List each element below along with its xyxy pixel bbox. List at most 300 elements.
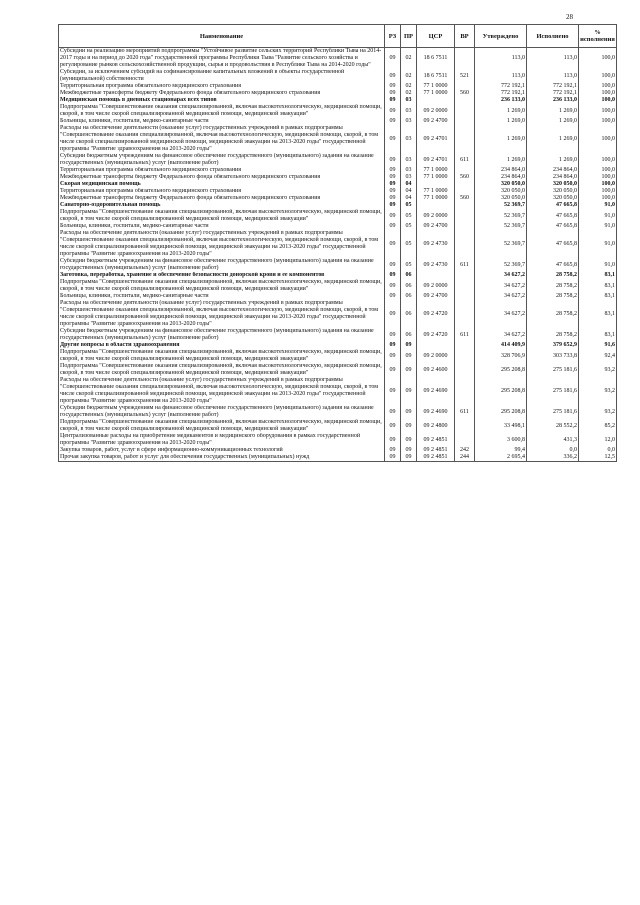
row-pr-cell: 03 [401, 153, 417, 167]
row-executed-cell: 113,0 [527, 69, 579, 83]
row-approved-cell: 3 600,8 [475, 433, 527, 447]
row-approved-cell: 113,0 [475, 48, 527, 70]
row-approved-cell: 295 208,8 [475, 377, 527, 405]
row-rz-cell: 09 [385, 230, 401, 258]
row-vr-cell [455, 300, 475, 328]
row-name-cell: Расходы на обеспечение деятельности (оказание услуг) государственных учреждений в рамках подпрограммы "Совершенствование оказания специализированной, включая высокотехнологическую, медицинской помощи, скорой, в том числе скорой специализированной медицинской помощи, медицинской эвакуации на 2013-2020 годы" государственной программы "Развитие здравоохранения на 2013-2020 годы" [59, 230, 385, 258]
row-executed-cell: 47 665,8 [527, 223, 579, 230]
row-vr-cell [455, 202, 475, 209]
row-csr-cell [417, 202, 455, 209]
row-executed-cell: 275 181,6 [527, 377, 579, 405]
row-percent-cell: 91,6 [579, 342, 617, 349]
row-name-cell: Территориальная программа обязательного медицинского страхования [59, 167, 385, 174]
row-executed-cell: 28 758,2 [527, 272, 579, 279]
row-percent-cell: 100,0 [579, 174, 617, 181]
row-vr-cell [455, 230, 475, 258]
row-approved-cell: 52 369,7 [475, 202, 527, 209]
row-pr-cell: 05 [401, 202, 417, 209]
table-row [59, 104, 617, 118]
table-row [59, 118, 617, 125]
row-pr-cell: 04 [401, 181, 417, 188]
table-row [59, 202, 617, 209]
row-vr-cell [455, 181, 475, 188]
row-csr-cell: 09 2 4700 [417, 293, 455, 300]
row-pr-cell: 03 [401, 104, 417, 118]
table-row [59, 69, 617, 83]
table-row [59, 223, 617, 230]
row-percent-cell: 93,2 [579, 363, 617, 377]
row-name-cell: Подпрограмма "Совершенствование оказания специализированной, включая высокотехнологическую, медицинской помощи, скорой, в том числе скорой специализированной медицинской помощи, медицинской эвакуации" [59, 363, 385, 377]
row-approved-cell: 34 627,2 [475, 293, 527, 300]
row-approved-cell: 52 369,7 [475, 209, 527, 223]
row-rz-cell: 09 [385, 454, 401, 462]
row-name-cell: Санаторно-оздоровительная помощь [59, 202, 385, 209]
table-row [59, 83, 617, 90]
row-vr-cell [455, 209, 475, 223]
row-executed-cell: 234 864,0 [527, 174, 579, 181]
row-executed-cell: 303 733,8 [527, 349, 579, 363]
row-percent-cell: 92,4 [579, 349, 617, 363]
row-pr-cell: 09 [401, 433, 417, 447]
row-name-cell: Расходы на обеспечение деятельности (оказание услуг) государственных учреждений в рамках подпрограммы "Совершенствование оказания специализированной, включая высокотехнологическую, медицинской помощи, скорой, в том числе скорой специализированной медицинской помощи, медицинской эвакуации на 2013-2020 годы" государственной программы "Развитие здравоохранения на 2013-2020 годы" [59, 125, 385, 153]
row-percent-cell: 83,1 [579, 293, 617, 300]
row-pr-cell: 03 [401, 167, 417, 174]
row-vr-cell [455, 48, 475, 70]
row-percent-cell: 83,1 [579, 328, 617, 342]
row-pr-cell: 09 [401, 447, 417, 454]
row-percent-cell: 100,0 [579, 125, 617, 153]
row-csr-cell: 09 2 0000 [417, 349, 455, 363]
row-name-cell: Централизованные расходы на приобретение медикаментов и медицинского оборудования в рамках государственной программы "Развитие здравоохранения на 2013-2020 годы" [59, 433, 385, 447]
row-executed-cell: 47 665,8 [527, 258, 579, 272]
row-percent-cell: 0,0 [579, 447, 617, 454]
row-pr-cell: 05 [401, 230, 417, 258]
row-approved-cell: 52 369,7 [475, 223, 527, 230]
row-csr-cell: 09 2 0000 [417, 209, 455, 223]
row-executed-cell: 47 665,8 [527, 230, 579, 258]
table-row [59, 447, 617, 454]
row-name-cell: Территориальная программа обязательного медицинского страхования [59, 83, 385, 90]
row-percent-cell: 91,0 [579, 230, 617, 258]
row-pr-cell: 09 [401, 377, 417, 405]
row-approved-cell: 772 192,1 [475, 90, 527, 97]
row-csr-cell: 18 6 7511 [417, 69, 455, 83]
row-pr-cell: 09 [401, 405, 417, 419]
row-approved-cell: 320 050,0 [475, 195, 527, 202]
row-rz-cell: 09 [385, 258, 401, 272]
row-csr-cell: 09 2 0000 [417, 279, 455, 293]
row-approved-cell: 52 369,7 [475, 258, 527, 272]
row-csr-cell: 77 1 0000 [417, 174, 455, 181]
header-csr: ЦСР [417, 25, 455, 48]
row-csr-cell: 09 2 4700 [417, 223, 455, 230]
row-percent-cell: 100,0 [579, 195, 617, 202]
row-vr-cell: 611 [455, 153, 475, 167]
row-vr-cell: 560 [455, 195, 475, 202]
table-row [59, 279, 617, 293]
header-vr: ВР [455, 25, 475, 48]
row-pr-cell: 06 [401, 293, 417, 300]
table-row [59, 258, 617, 272]
row-pr-cell: 09 [401, 349, 417, 363]
row-approved-cell: 34 627,2 [475, 328, 527, 342]
row-approved-cell: 52 369,7 [475, 230, 527, 258]
row-executed-cell: 772 192,1 [527, 90, 579, 97]
table-row [59, 195, 617, 202]
row-rz-cell: 09 [385, 419, 401, 433]
row-pr-cell: 06 [401, 279, 417, 293]
row-approved-cell: 2 695,4 [475, 454, 527, 462]
row-percent-cell: 100,0 [579, 48, 617, 70]
row-percent-cell: 100,0 [579, 118, 617, 125]
table-row [59, 174, 617, 181]
row-approved-cell: 1 269,0 [475, 153, 527, 167]
row-csr-cell: 77 1 0000 [417, 195, 455, 202]
table-row [59, 48, 617, 70]
table-row [59, 272, 617, 279]
row-vr-cell [455, 419, 475, 433]
row-percent-cell: 100,0 [579, 90, 617, 97]
row-approved-cell: 34 627,2 [475, 272, 527, 279]
table-row [59, 90, 617, 97]
row-pr-cell: 06 [401, 328, 417, 342]
row-pr-cell: 06 [401, 272, 417, 279]
row-name-cell: Территориальная программа обязательного медицинского страхования [59, 188, 385, 195]
row-executed-cell: 47 665,8 [527, 202, 579, 209]
table-row [59, 188, 617, 195]
row-percent-cell: 100,0 [579, 97, 617, 104]
row-csr-cell: 77 1 0000 [417, 90, 455, 97]
row-csr-cell: 09 2 4720 [417, 328, 455, 342]
row-name-cell: Прочая закупка товаров, работ и услуг для обеспечения государственных (муниципальных) нужд [59, 454, 385, 462]
row-csr-cell: 09 2 4690 [417, 377, 455, 405]
row-csr-cell [417, 272, 455, 279]
table-row [59, 349, 617, 363]
row-pr-cell: 05 [401, 223, 417, 230]
row-pr-cell: 09 [401, 454, 417, 462]
row-percent-cell: 12,0 [579, 433, 617, 447]
row-vr-cell [455, 97, 475, 104]
row-vr-cell [455, 118, 475, 125]
row-csr-cell: 09 2 4720 [417, 300, 455, 328]
table-row [59, 97, 617, 104]
row-approved-cell: 328 706,9 [475, 349, 527, 363]
row-name-cell: Подпрограмма "Совершенствование оказания специализированной, включая высокотехнологическую, медицинской помощи, скорой, в том числе скорой специализированной медицинской помощи, медицинской эвакуации" [59, 279, 385, 293]
table-row [59, 167, 617, 174]
row-rz-cell: 09 [385, 279, 401, 293]
row-csr-cell: 09 2 4730 [417, 258, 455, 272]
row-vr-cell [455, 363, 475, 377]
row-name-cell: Больницы, клиники, госпитали, медико-санитарные части [59, 118, 385, 125]
row-name-cell: Больницы, клиники, госпитали, медико-санитарные части [59, 293, 385, 300]
table-row [59, 293, 617, 300]
row-approved-cell: 1 269,0 [475, 118, 527, 125]
row-approved-cell: 414 409,9 [475, 342, 527, 349]
row-csr-cell: 09 2 4800 [417, 419, 455, 433]
row-vr-cell [455, 377, 475, 405]
row-executed-cell: 0,0 [527, 447, 579, 454]
table-row [59, 405, 617, 419]
row-approved-cell: 320 050,0 [475, 188, 527, 195]
row-approved-cell: 320 050,0 [475, 181, 527, 188]
table-row [59, 181, 617, 188]
row-executed-cell: 28 758,2 [527, 293, 579, 300]
row-approved-cell: 236 133,0 [475, 97, 527, 104]
row-executed-cell: 1 269,0 [527, 125, 579, 153]
row-percent-cell: 100,0 [579, 69, 617, 83]
row-approved-cell: 113,0 [475, 69, 527, 83]
row-approved-cell: 34 627,2 [475, 279, 527, 293]
row-rz-cell: 09 [385, 272, 401, 279]
row-rz-cell: 09 [385, 328, 401, 342]
row-percent-cell: 100,0 [579, 153, 617, 167]
row-vr-cell: 611 [455, 328, 475, 342]
row-executed-cell: 113,0 [527, 48, 579, 70]
row-csr-cell: 09 2 4851 [417, 433, 455, 447]
row-rz-cell: 09 [385, 405, 401, 419]
row-executed-cell: 28 758,2 [527, 300, 579, 328]
row-name-cell: Межбюджетные трансферты бюджету Федерального фонда обязательного медицинского страхования [59, 90, 385, 97]
table-row [59, 328, 617, 342]
row-executed-cell: 431,3 [527, 433, 579, 447]
row-executed-cell: 47 665,8 [527, 209, 579, 223]
row-name-cell: Подпрограмма "Совершенствование оказания специализированной, включая высокотехнологическую, медицинской помощи, скорой, в том числе скорой специализированной медицинской помощи, медицинской эвакуации" [59, 104, 385, 118]
row-csr-cell [417, 181, 455, 188]
row-pr-cell: 03 [401, 97, 417, 104]
row-percent-cell: 83,1 [579, 300, 617, 328]
row-name-cell: Межбюджетные трансферты бюджету Федерального фонда обязательного медицинского страхования [59, 174, 385, 181]
row-name-cell: Медицинская помощь в дневных стационарах всех типов [59, 97, 385, 104]
row-percent-cell: 93,2 [579, 405, 617, 419]
row-vr-cell [455, 279, 475, 293]
row-rz-cell: 09 [385, 104, 401, 118]
row-csr-cell: 09 2 4700 [417, 118, 455, 125]
row-rz-cell: 09 [385, 181, 401, 188]
row-percent-cell: 85,2 [579, 419, 617, 433]
table-row [59, 433, 617, 447]
row-vr-cell: 560 [455, 90, 475, 97]
row-percent-cell: 100,0 [579, 104, 617, 118]
row-executed-cell: 1 269,0 [527, 153, 579, 167]
row-name-cell: Заготовка, переработка, хранение и обеспечение безопасности донорской крови и ее компонентов [59, 272, 385, 279]
row-csr-cell: 77 1 0000 [417, 188, 455, 195]
row-rz-cell: 09 [385, 349, 401, 363]
row-vr-cell [455, 125, 475, 153]
row-pr-cell: 02 [401, 69, 417, 83]
row-executed-cell: 275 181,6 [527, 405, 579, 419]
row-pr-cell: 09 [401, 363, 417, 377]
row-percent-cell: 100,0 [579, 188, 617, 195]
row-vr-cell: 560 [455, 174, 475, 181]
row-pr-cell: 05 [401, 209, 417, 223]
row-percent-cell: 91,0 [579, 223, 617, 230]
row-name-cell: Субсидии на реализацию мероприятий подпрограммы "Устойчивое развитие сельских территорий Республики Тыва на 2014-2017 годы и на период до 2020 года" государственной программы Республики Тыва "Развитие сельского хозяйства и регулирование рынков сельскохозяйственной продукции, сырья и продовольствия в Республике Тыва на 2014-2020 годы" [59, 48, 385, 70]
row-approved-cell: 234 864,0 [475, 167, 527, 174]
row-vr-cell: 611 [455, 258, 475, 272]
row-csr-cell: 09 2 0000 [417, 104, 455, 118]
row-approved-cell: 295 208,8 [475, 363, 527, 377]
row-pr-cell: 06 [401, 300, 417, 328]
row-vr-cell [455, 104, 475, 118]
row-name-cell: Подпрограмма "Совершенствование оказания специализированной, включая высокотехнологическую, медицинской помощи, скорой, в том числе скорой специализированной медицинской помощи, медицинской эвакуации" [59, 209, 385, 223]
row-pr-cell: 03 [401, 118, 417, 125]
row-csr-cell: 09 2 4851 [417, 447, 455, 454]
row-rz-cell: 09 [385, 153, 401, 167]
row-csr-cell: 09 2 4730 [417, 230, 455, 258]
row-rz-cell: 09 [385, 174, 401, 181]
table-row [59, 454, 617, 462]
row-pr-cell: 04 [401, 195, 417, 202]
row-approved-cell: 33 498,1 [475, 419, 527, 433]
row-pr-cell: 03 [401, 174, 417, 181]
row-pr-cell: 02 [401, 90, 417, 97]
row-name-cell: Закупка товаров, работ, услуг в сфере информационно-коммуникационных технологий [59, 447, 385, 454]
row-vr-cell [455, 349, 475, 363]
table-row [59, 230, 617, 258]
row-name-cell: Другие вопросы в области здравоохранения [59, 342, 385, 349]
row-executed-cell: 379 652,9 [527, 342, 579, 349]
row-rz-cell: 09 [385, 300, 401, 328]
row-vr-cell [455, 188, 475, 195]
row-vr-cell [455, 293, 475, 300]
row-pr-cell: 09 [401, 342, 417, 349]
row-executed-cell: 320 050,0 [527, 188, 579, 195]
row-rz-cell: 09 [385, 202, 401, 209]
row-approved-cell: 1 269,0 [475, 125, 527, 153]
row-csr-cell: 09 2 4701 [417, 153, 455, 167]
table-row [59, 300, 617, 328]
header-rz: РЗ [385, 25, 401, 48]
header-approved: Утверждено [475, 25, 527, 48]
row-pr-cell: 02 [401, 48, 417, 70]
row-name-cell: Расходы на обеспечение деятельности (оказание услуг) государственных учреждений в рамках подпрограммы "Совершенствование оказания специализированной, включая высокотехнологическую, медицинской помощи, скорой, в том числе скорой специализированной медицинской помощи, медицинской эвакуации на 2013-2020 годы" государственной программы "Развитие здравоохранения на 2013-2020 годы" [59, 377, 385, 405]
row-approved-cell: 234 864,0 [475, 174, 527, 181]
header-executed: Исполнено [527, 25, 579, 48]
row-pr-cell: 03 [401, 125, 417, 153]
row-percent-cell: 100,0 [579, 181, 617, 188]
row-percent-cell: 100,0 [579, 83, 617, 90]
table-row [59, 153, 617, 167]
row-name-cell: Больницы, клиники, госпитали, медико-санитарные части [59, 223, 385, 230]
row-rz-cell: 09 [385, 377, 401, 405]
row-rz-cell: 09 [385, 223, 401, 230]
table-row [59, 209, 617, 223]
row-approved-cell: 1 269,0 [475, 104, 527, 118]
row-name-cell: Субсидии бюджетным учреждениям на финансовое обеспечение государственного (муниципального) задания на оказание государственных (муниципальных) услуг (выполнение работ) [59, 328, 385, 342]
row-vr-cell: 521 [455, 69, 475, 83]
row-vr-cell [455, 272, 475, 279]
row-vr-cell [455, 223, 475, 230]
table-header-row [59, 25, 617, 48]
row-csr-cell: 09 2 4701 [417, 125, 455, 153]
row-percent-cell: 93,2 [579, 377, 617, 405]
row-vr-cell [455, 83, 475, 90]
row-name-cell: Расходы на обеспечение деятельности (оказание услуг) государственных учреждений в рамках подпрограммы "Совершенствование оказания специализированной, включая высокотехнологическую, медицинской помощи, скорой, в том числе скорой специализированной медицинской помощи, медицинской эвакуации на 2013-2020 годы" государственной программы "Развитие здравоохранения на 2013-2020 годы" [59, 300, 385, 328]
row-executed-cell: 28 552,2 [527, 419, 579, 433]
page-number: 28 [566, 13, 573, 21]
row-name-cell: Субсидии бюджетным учреждениям на финансовое обеспечение государственного (муниципального) задания на оказание государственных (муниципальных) услуг (выполнение работ) [59, 153, 385, 167]
row-executed-cell: 28 758,2 [527, 279, 579, 293]
row-csr-cell: 09 2 4600 [417, 363, 455, 377]
header-pr: ПР [401, 25, 417, 48]
row-pr-cell: 04 [401, 188, 417, 195]
row-rz-cell: 09 [385, 125, 401, 153]
table-row [59, 125, 617, 153]
row-name-cell: Субсидии бюджетным учреждениям на финансовое обеспечение государственного (муниципального) задания на оказание государственных (муниципальных) услуг (выполнение работ) [59, 258, 385, 272]
row-csr-cell: 77 1 0000 [417, 83, 455, 90]
row-executed-cell: 236 133,0 [527, 97, 579, 104]
row-name-cell: Скорая медицинская помощь [59, 181, 385, 188]
row-executed-cell: 234 864,0 [527, 167, 579, 174]
row-percent-cell: 12,5 [579, 454, 617, 462]
row-rz-cell: 09 [385, 97, 401, 104]
row-percent-cell: 83,1 [579, 279, 617, 293]
row-name-cell: Межбюджетные трансферты бюджету Федерального фонда обязательного медицинского страхования [59, 195, 385, 202]
row-executed-cell: 336,2 [527, 454, 579, 462]
row-rz-cell: 09 [385, 90, 401, 97]
row-name-cell: Субсидии бюджетным учреждениям на финансовое обеспечение государственного (муниципального) задания на оказание государственных (муниципальных) услуг (выполнение работ) [59, 405, 385, 419]
row-rz-cell: 09 [385, 209, 401, 223]
row-percent-cell: 91,0 [579, 258, 617, 272]
row-rz-cell: 09 [385, 433, 401, 447]
header-percent: % исполнения [579, 25, 617, 48]
row-percent-cell: 91,0 [579, 202, 617, 209]
row-vr-cell [455, 167, 475, 174]
row-approved-cell: 34 627,2 [475, 300, 527, 328]
row-rz-cell: 09 [385, 195, 401, 202]
row-rz-cell: 09 [385, 167, 401, 174]
row-executed-cell: 28 758,2 [527, 328, 579, 342]
row-rz-cell: 09 [385, 363, 401, 377]
row-rz-cell: 09 [385, 83, 401, 90]
row-executed-cell: 1 269,0 [527, 118, 579, 125]
header-name: Наименование [59, 25, 385, 48]
budget-execution-table [58, 24, 617, 462]
row-name-cell: Подпрограмма "Совершенствование оказания специализированной, включая высокотехнологическую, медицинской помощи, скорой, в том числе скорой специализированной медицинской помощи, медицинской эвакуации" [59, 349, 385, 363]
row-vr-cell: 242 [455, 447, 475, 454]
row-executed-cell: 275 181,6 [527, 363, 579, 377]
row-name-cell: Подпрограмма "Совершенствование оказания специализированной, включая высокотехнологическую, медицинской помощи, скорой, в том числе скорой специализированной медицинской помощи, медицинской эвакуации" [59, 419, 385, 433]
row-approved-cell: 99,4 [475, 447, 527, 454]
row-rz-cell: 09 [385, 48, 401, 70]
row-rz-cell: 09 [385, 447, 401, 454]
row-csr-cell [417, 97, 455, 104]
row-rz-cell: 09 [385, 293, 401, 300]
row-vr-cell [455, 433, 475, 447]
row-vr-cell: 244 [455, 454, 475, 462]
row-percent-cell: 91,0 [579, 209, 617, 223]
row-approved-cell: 295 208,8 [475, 405, 527, 419]
row-csr-cell [417, 342, 455, 349]
row-csr-cell: 77 1 0000 [417, 167, 455, 174]
table-row [59, 377, 617, 405]
row-pr-cell: 02 [401, 83, 417, 90]
row-csr-cell: 18 6 7511 [417, 48, 455, 70]
row-executed-cell: 772 192,1 [527, 83, 579, 90]
row-name-cell: Субсидии, за исключением субсидий на софинансирование капитальных вложений в объекты государственной (муниципальной) собственности [59, 69, 385, 83]
row-rz-cell: 09 [385, 188, 401, 195]
table-row [59, 419, 617, 433]
row-percent-cell: 83,1 [579, 272, 617, 279]
row-approved-cell: 772 192,1 [475, 83, 527, 90]
row-percent-cell: 100,0 [579, 167, 617, 174]
table-row [59, 342, 617, 349]
row-pr-cell: 05 [401, 258, 417, 272]
row-executed-cell: 1 269,0 [527, 104, 579, 118]
row-rz-cell: 09 [385, 118, 401, 125]
row-executed-cell: 320 050,0 [527, 181, 579, 188]
row-rz-cell: 09 [385, 69, 401, 83]
